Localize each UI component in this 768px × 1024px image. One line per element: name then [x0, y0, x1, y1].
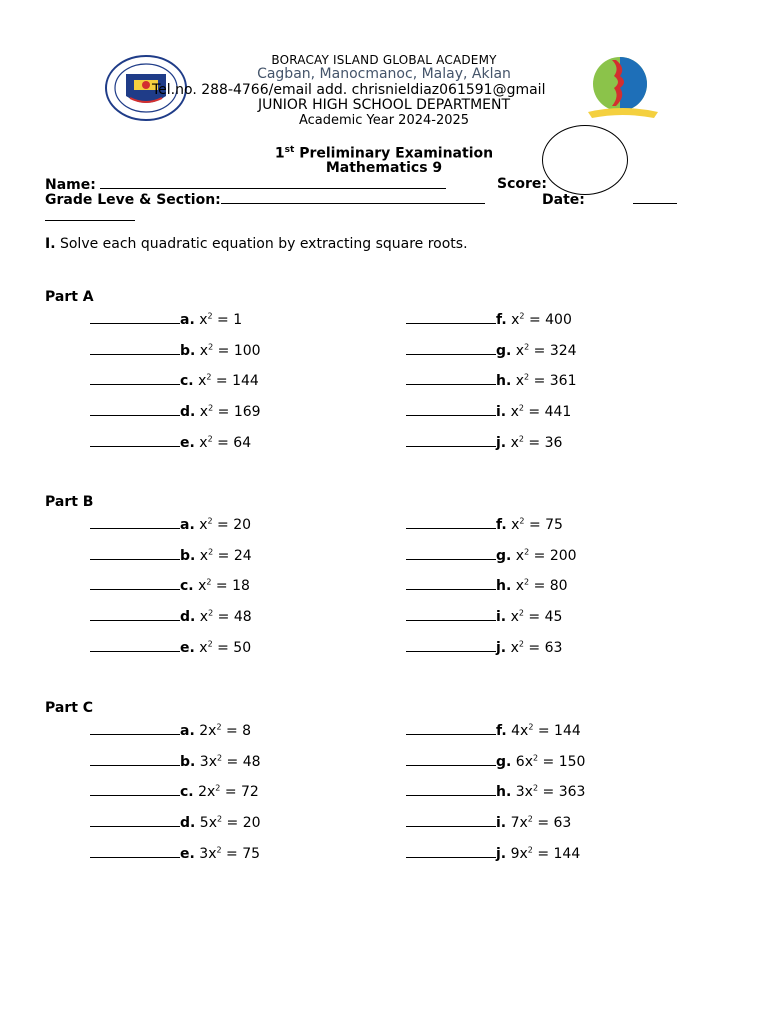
answer-blank[interactable] — [90, 577, 180, 590]
item-letter: a. — [180, 517, 195, 533]
school-name: BORACAY ISLAND GLOBAL ACADEMY — [271, 53, 497, 67]
question-item — [90, 845, 260, 862]
question-item — [90, 342, 261, 359]
equation-rhs: = 45 — [523, 609, 563, 625]
question-item — [90, 577, 250, 594]
name-blank[interactable] — [100, 176, 446, 189]
equation-exponent: 2 — [524, 547, 530, 557]
item-letter: c. — [180, 373, 194, 389]
equation-rhs: = 20 — [212, 517, 252, 533]
exam-title-number: 1 — [274, 145, 285, 162]
equation-coefficient: 6 — [515, 754, 525, 770]
equation-exponent: 2 — [215, 783, 221, 793]
question-item — [90, 639, 251, 656]
question-item — [406, 608, 562, 625]
question-item — [406, 311, 572, 328]
equation-exponent: 2 — [208, 608, 214, 618]
equation-coefficient: 4 — [511, 723, 521, 739]
question-item — [406, 577, 568, 594]
equation-rhs: = 1 — [212, 312, 243, 328]
equation-coefficient: 7 — [510, 815, 520, 831]
equation-rhs: = 144 — [532, 846, 581, 862]
equation-exponent: 2 — [532, 783, 539, 793]
question-item — [406, 516, 563, 533]
equation-coefficient: 2 — [199, 723, 209, 739]
item-letter: j. — [496, 846, 507, 862]
item-letter: d. — [180, 815, 196, 831]
question-item — [90, 722, 251, 739]
question-item — [90, 547, 252, 564]
equation-variable: x — [199, 312, 208, 328]
item-letter: a. — [180, 312, 195, 328]
equation-coefficient: 5 — [199, 815, 209, 831]
equation-exponent: 2 — [518, 639, 524, 649]
equation-rhs: = 144 — [533, 723, 581, 739]
question-item — [90, 608, 252, 625]
equation-rhs: = 36 — [523, 435, 563, 451]
equation-rhs: = 18 — [211, 578, 250, 594]
answer-blank[interactable] — [90, 608, 180, 621]
equation-rhs: = 144 — [211, 373, 259, 389]
date-label: Date: — [542, 192, 585, 208]
equation-exponent: 2 — [518, 434, 524, 444]
equation-exponent: 2 — [206, 577, 212, 587]
instruction-text: Solve each quadratic equation by extracting square roots. — [55, 236, 468, 252]
grade-section-blank[interactable] — [221, 191, 485, 204]
answer-blank[interactable] — [90, 845, 180, 858]
item-letter: a. — [180, 723, 195, 739]
instruction-number: I. — [45, 236, 56, 252]
question-item — [406, 403, 571, 420]
answer-blank[interactable] — [90, 547, 180, 560]
date-field[interactable] — [542, 191, 677, 208]
equation-exponent: 2 — [217, 814, 223, 824]
answer-blank[interactable] — [90, 403, 180, 416]
equation-variable: x — [510, 404, 519, 420]
answer-blank[interactable] — [90, 311, 180, 324]
equation-exponent: 2 — [216, 845, 222, 855]
equation-exponent: 2 — [524, 342, 530, 352]
equation-variable: x — [199, 609, 209, 625]
equation-exponent: 2 — [524, 577, 530, 587]
name-label: Name: — [45, 177, 96, 193]
item-letter: g. — [496, 754, 512, 770]
equation-rhs: = 63 — [532, 815, 572, 831]
equation-rhs: = 324 — [529, 343, 577, 359]
item-letter: d. — [180, 609, 196, 625]
answer-blank[interactable] — [406, 753, 496, 766]
question-item — [406, 845, 580, 862]
item-letter: e. — [180, 640, 195, 656]
item-letter: d. — [180, 404, 196, 420]
equation-exponent: 2 — [208, 547, 214, 557]
equation-exponent: 2 — [533, 753, 539, 763]
question-item — [90, 434, 251, 451]
item-letter: i. — [496, 609, 507, 625]
question-item — [90, 516, 251, 533]
equation-exponent: 2 — [524, 372, 530, 382]
answer-blank[interactable] — [90, 372, 180, 385]
item-letter: b. — [180, 754, 196, 770]
item-letter: h. — [496, 578, 512, 594]
equation-rhs: = 441 — [523, 404, 572, 420]
question-item — [90, 753, 261, 770]
answer-blank[interactable] — [90, 753, 180, 766]
equation-variable: x — [208, 754, 218, 770]
answer-blank[interactable] — [406, 434, 496, 447]
item-letter: f. — [496, 723, 507, 739]
equation-variable: x — [515, 578, 525, 594]
exam-subject: Mathematics 9 — [325, 160, 443, 176]
equation-exponent: 2 — [216, 722, 222, 732]
equation-variable: x — [519, 846, 528, 862]
grade-section-field[interactable] — [45, 191, 485, 208]
answer-blank[interactable] — [90, 722, 180, 735]
department: JUNIOR HIGH SCHOOL DEPARTMENT — [257, 97, 511, 113]
item-letter: j. — [496, 640, 507, 656]
equation-exponent: 2 — [519, 311, 525, 321]
question-item — [90, 311, 242, 328]
item-letter: i. — [496, 404, 507, 420]
answer-blank[interactable] — [90, 639, 180, 652]
equation-rhs: = 48 — [213, 609, 252, 625]
answer-blank[interactable] — [90, 434, 180, 447]
answer-blank[interactable] — [406, 311, 496, 324]
question-item — [406, 342, 577, 359]
equation-variable: x — [199, 343, 209, 359]
answer-blank[interactable] — [406, 639, 496, 652]
equation-rhs: = 75 — [221, 846, 261, 862]
school-address: Cagban, Manocmanoc, Malay, Aklan — [257, 66, 511, 82]
equation-variable: x — [208, 846, 217, 862]
item-letter: g. — [496, 548, 512, 564]
equation-variable: x — [198, 373, 207, 389]
question-item — [406, 434, 562, 451]
equation-exponent: 2 — [207, 311, 213, 321]
answer-blank[interactable] — [406, 547, 496, 560]
equation-rhs: = 24 — [213, 548, 252, 564]
item-letter: c. — [180, 784, 194, 800]
equation-exponent: 2 — [217, 753, 223, 763]
answer-blank[interactable] — [90, 814, 180, 827]
answer-blank[interactable] — [406, 783, 496, 796]
answer-blank[interactable] — [406, 372, 496, 385]
equation-exponent: 2 — [519, 516, 525, 526]
equation-exponent: 2 — [208, 342, 214, 352]
exam-title-suffix: st — [284, 145, 295, 155]
question-item — [406, 814, 571, 831]
equation-exponent: 2 — [208, 403, 214, 413]
question-item — [406, 372, 577, 389]
exam-title-text: Preliminary Examination — [294, 145, 494, 162]
question-item — [406, 783, 585, 800]
question-item — [90, 372, 259, 389]
answer-blank[interactable] — [406, 516, 496, 529]
answer-blank[interactable] — [90, 516, 180, 529]
answer-blank[interactable] — [406, 608, 496, 621]
date-blank[interactable] — [633, 191, 677, 204]
equation-variable: x — [515, 343, 525, 359]
equation-variable: x — [199, 404, 209, 420]
equation-coefficient: 3 — [515, 784, 525, 800]
part-title: Part A — [45, 289, 94, 305]
item-letter: h. — [496, 784, 512, 800]
item-letter: g. — [496, 343, 512, 359]
item-letter: e. — [180, 846, 195, 862]
grade-section-label: Grade Leve & Section: — [45, 192, 221, 208]
score-circle — [542, 125, 628, 195]
part-title: Part C — [45, 700, 94, 716]
answer-blank[interactable] — [406, 403, 496, 416]
school-contact: Tel.no. 288-4766/email add. chrisnieldiaz061591@gmail — [152, 82, 546, 98]
equation-coefficient: 3 — [199, 846, 209, 862]
equation-coefficient: 2 — [198, 784, 207, 800]
equation-rhs: = 63 — [523, 640, 563, 656]
equation-variable: x — [208, 723, 217, 739]
equation-variable: x — [520, 723, 529, 739]
equation-variable: x — [524, 784, 533, 800]
equation-rhs: = 8 — [221, 723, 252, 739]
equation-rhs: = 20 — [222, 815, 261, 831]
equation-exponent: 2 — [528, 722, 534, 732]
item-letter: j. — [496, 435, 507, 451]
equation-exponent: 2 — [207, 434, 213, 444]
equation-variable: x — [510, 640, 519, 656]
instruction — [45, 236, 468, 252]
equation-rhs: = 169 — [213, 404, 261, 420]
score-label: Score: — [497, 176, 547, 192]
equation-exponent: 2 — [527, 845, 533, 855]
question-item — [406, 753, 585, 770]
equation-variable: x — [515, 373, 525, 389]
equation-rhs: = 75 — [524, 517, 563, 533]
answer-blank[interactable] — [90, 783, 180, 796]
equation-coefficient: 9 — [510, 846, 520, 862]
equation-variable: x — [198, 578, 207, 594]
answer-blank[interactable] — [406, 814, 496, 827]
item-letter: e. — [180, 435, 195, 451]
equation-rhs: = 50 — [212, 640, 252, 656]
answer-blank[interactable] — [406, 577, 496, 590]
date-blank-continued[interactable] — [45, 208, 135, 221]
equation-variable: x — [208, 815, 218, 831]
item-letter: c. — [180, 578, 194, 594]
item-letter: b. — [180, 548, 196, 564]
equation-variable: x — [199, 640, 208, 656]
question-item — [406, 639, 562, 656]
equation-variable: x — [511, 517, 520, 533]
equation-rhs: = 400 — [524, 312, 572, 328]
item-letter: i. — [496, 815, 507, 831]
equation-variable: x — [207, 784, 216, 800]
equation-exponent: 2 — [207, 639, 213, 649]
item-letter: b. — [180, 343, 196, 359]
score-field — [497, 176, 547, 192]
equation-variable: x — [199, 548, 209, 564]
question-item — [406, 547, 577, 564]
question-item — [90, 403, 261, 420]
equation-variable: x — [510, 435, 519, 451]
equation-variable: x — [524, 754, 534, 770]
equation-variable: x — [511, 312, 520, 328]
equation-rhs: = 363 — [538, 784, 586, 800]
equation-exponent: 2 — [206, 372, 212, 382]
answer-blank[interactable] — [406, 342, 496, 355]
equation-exponent: 2 — [527, 814, 533, 824]
equation-rhs: = 200 — [529, 548, 577, 564]
equation-exponent: 2 — [207, 516, 213, 526]
answer-blank[interactable] — [90, 342, 180, 355]
question-item — [406, 722, 581, 739]
equation-variable: x — [519, 815, 528, 831]
equation-variable: x — [510, 609, 519, 625]
question-item — [90, 783, 259, 800]
equation-rhs: = 361 — [529, 373, 577, 389]
item-letter: h. — [496, 373, 512, 389]
equation-rhs: = 72 — [220, 784, 259, 800]
item-letter: f. — [496, 312, 507, 328]
equation-rhs: = 48 — [222, 754, 261, 770]
question-item — [90, 814, 261, 831]
equation-rhs: = 150 — [538, 754, 586, 770]
part-title: Part B — [45, 494, 94, 510]
equation-exponent: 2 — [518, 403, 524, 413]
equation-rhs: = 100 — [213, 343, 261, 359]
equation-variable: x — [199, 517, 208, 533]
equation-variable: x — [515, 548, 525, 564]
answer-blank[interactable] — [406, 845, 496, 858]
equation-rhs: = 64 — [212, 435, 252, 451]
equation-coefficient: 3 — [199, 754, 209, 770]
item-letter: f. — [496, 517, 507, 533]
equation-exponent: 2 — [518, 608, 524, 618]
academic-year: Academic Year 2024-2025 — [298, 113, 470, 128]
equation-rhs: = 80 — [529, 578, 568, 594]
answer-blank[interactable] — [406, 722, 496, 735]
equation-variable: x — [199, 435, 208, 451]
